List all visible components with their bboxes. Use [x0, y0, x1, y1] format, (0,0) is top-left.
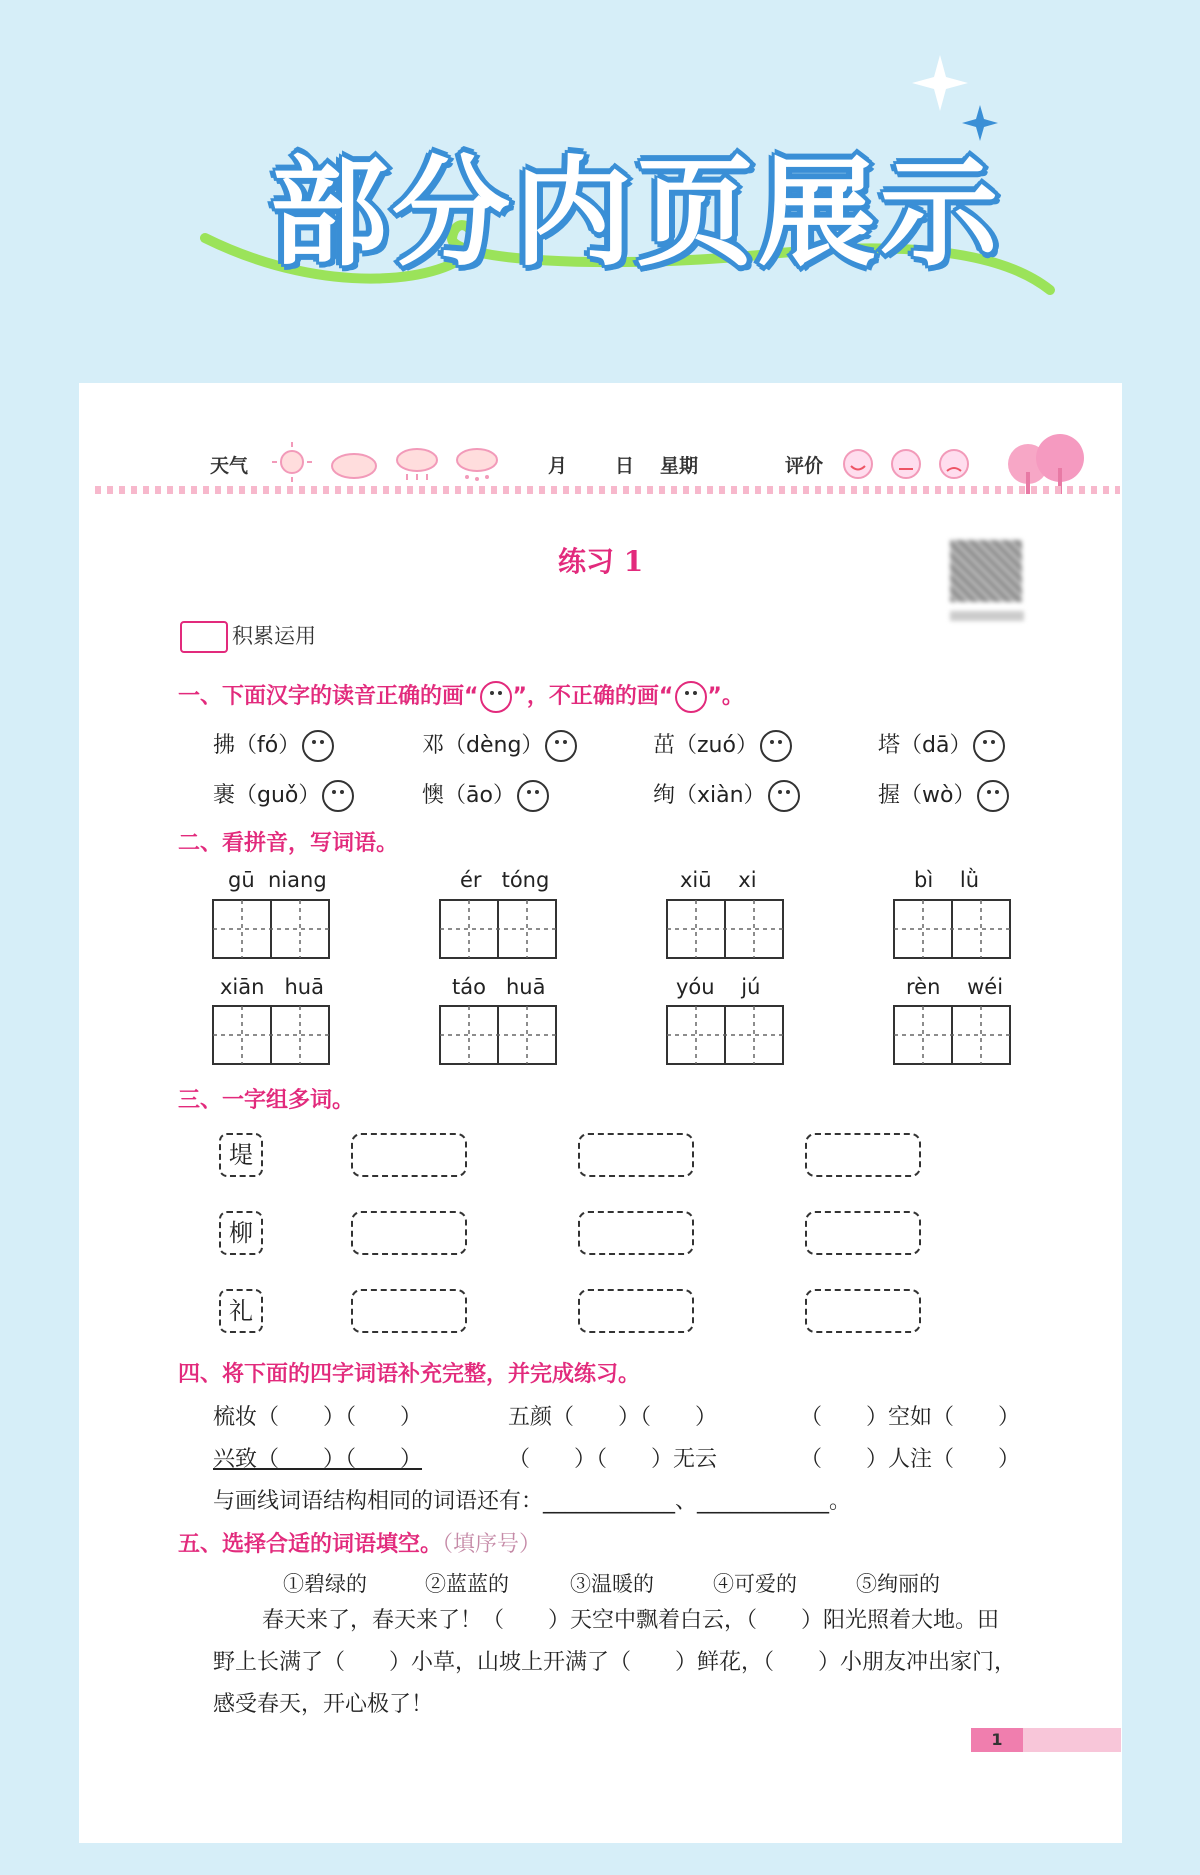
qr-code[interactable]: [950, 540, 1022, 602]
option-item: ②蓝蓝的: [425, 1572, 509, 1596]
pinyin: [220, 975, 324, 999]
q1-item: [213, 778, 354, 812]
idiom-blank[interactable]: （ ）（ ）无云: [508, 1447, 718, 1472]
q1-item-text: 绚（xiàn）: [653, 783, 766, 808]
q1-item: [878, 778, 1009, 812]
q3-title: 三、一字组多词。: [178, 1088, 355, 1113]
idiom-blank[interactable]: （ ）人注（ ）: [800, 1447, 1021, 1472]
q5-line: 春天来了，春天来了！（ ）天空中飘着白云，（ ）阳光照着大地。田: [262, 1608, 1000, 1633]
pinyin: [680, 868, 757, 892]
frown-face-icon: [675, 681, 707, 713]
rating-faces: [840, 446, 980, 482]
answer-face-icon[interactable]: [768, 780, 800, 812]
word-answer-box[interactable]: [578, 1289, 694, 1333]
pinyin: [906, 975, 1003, 999]
section-tag: [180, 620, 316, 653]
page-number: 1: [971, 1728, 1023, 1752]
char-box: 礼: [219, 1289, 263, 1333]
pinyin-syllable: rèn: [906, 975, 941, 999]
pinyin: [228, 868, 327, 892]
word-answer-box[interactable]: [805, 1289, 921, 1333]
answer-face-icon[interactable]: [977, 780, 1009, 812]
day-label: 日: [615, 455, 635, 477]
pinyin-syllable: huā: [284, 975, 324, 999]
answer-face-icon[interactable]: [973, 730, 1005, 762]
pinyin-syllable: niang: [268, 868, 327, 892]
word-answer-box[interactable]: [351, 1133, 467, 1177]
pinyin-syllable: gū: [228, 868, 255, 892]
idiom-blank[interactable]: 五颜（ ）（ ）: [508, 1405, 718, 1430]
answer-face-icon[interactable]: [760, 730, 792, 762]
weather-icons: [272, 440, 502, 486]
q1-item-text: 拂（fó）: [213, 733, 301, 758]
q1-item: [653, 778, 800, 812]
q1-item: [422, 728, 577, 762]
rating-label: 评价: [785, 455, 824, 477]
q1-item-text: 邓（dèng）: [422, 733, 544, 758]
pinyin: [452, 975, 545, 999]
pinyin-syllable: tóng: [501, 868, 550, 892]
q1-item: [213, 728, 334, 762]
q5-line: 野上长满了（ ）小草，山坡上开满了（ ）鲜花，（ ）小朋友冲出家门，: [213, 1650, 1017, 1675]
word-answer-box[interactable]: [578, 1133, 694, 1177]
answer-face-icon[interactable]: [302, 730, 334, 762]
pinyin-syllable: xiū: [680, 868, 712, 892]
answer-face-icon[interactable]: [545, 730, 577, 762]
q2-title: 二、看拼音，写词语。: [178, 831, 399, 856]
option-item: ③温暖的: [570, 1572, 654, 1596]
q1-title: [178, 679, 744, 713]
weather-label: 天气: [210, 455, 249, 477]
option-item: ⑤绚丽的: [856, 1572, 940, 1596]
pinyin-syllable: táo: [452, 975, 486, 999]
pinyin: [914, 868, 979, 892]
header-divider: [95, 486, 1120, 494]
char-box: 堤: [219, 1133, 263, 1177]
idiom-blank[interactable]: 梳妆（ ）（ ）: [213, 1405, 423, 1430]
pinyin-syllable: ér: [460, 868, 482, 892]
q1-title-mid: ”，不正确的画“: [512, 684, 674, 709]
pinyin: [460, 868, 549, 892]
month-label: 月: [548, 455, 568, 477]
answer-face-icon[interactable]: [517, 780, 549, 812]
idiom-blank-underlined[interactable]: 兴致（ ）（ ）: [213, 1447, 423, 1472]
sad-face-icon: [940, 450, 968, 478]
neutral-face-icon: [892, 450, 920, 478]
idiom-blank[interactable]: （ ）空如（ ）: [800, 1405, 1021, 1430]
word-answer-box[interactable]: [805, 1133, 921, 1177]
q1-title-pre: 一、下面汉字的读音正确的画“: [178, 684, 479, 709]
char-box: 柳: [219, 1211, 263, 1255]
q5-title: [178, 1527, 541, 1558]
book-icon: [180, 621, 228, 653]
q1-item-text: 茁（zuó）: [653, 733, 758, 758]
banner-title: 部分内页展示: [270, 144, 1003, 282]
pinyin-syllable: bì: [914, 868, 934, 892]
pinyin-syllable: lǜ: [959, 868, 980, 892]
word-answer-box[interactable]: [351, 1211, 467, 1255]
pinyin-syllable: xi: [738, 868, 757, 892]
q1-item-text: 塔（dā）: [878, 733, 972, 758]
pinyin: [676, 975, 760, 999]
section-tag-label: 积累运用: [232, 624, 316, 648]
sun-icon: [272, 442, 312, 482]
q1-item: [653, 728, 792, 762]
answer-face-icon[interactable]: [322, 780, 354, 812]
pinyin-syllable: wéi: [967, 975, 1004, 999]
pinyin-syllable: huā: [505, 975, 546, 999]
q1-item: [422, 778, 549, 812]
rain-icon: [397, 449, 437, 480]
q1-item-text: 握（wò）: [878, 783, 976, 808]
word-answer-box[interactable]: [805, 1211, 921, 1255]
pinyin-syllable: xiān: [220, 975, 265, 999]
word-answer-box[interactable]: [578, 1211, 694, 1255]
word-answer-box[interactable]: [351, 1289, 467, 1333]
q1-title-end: ”。: [707, 684, 744, 709]
option-item: ①碧绿的: [283, 1572, 367, 1596]
pinyin-syllable: yóu: [676, 975, 715, 999]
happy-face-icon: [844, 450, 872, 478]
q1-item: [878, 728, 1005, 762]
option-item: ④可爱的: [713, 1572, 797, 1596]
cloud-icon: [332, 454, 376, 478]
q5-line: 感受春天，开心极了！: [213, 1692, 434, 1717]
qr-caption: [950, 611, 1024, 621]
pinyin-syllable: jú: [741, 975, 761, 999]
exercise-title: 练习 1: [558, 545, 644, 578]
q5-title-text: 五、选择合适的词语填空。: [178, 1532, 443, 1557]
week-label: 星期: [660, 455, 699, 477]
q1-item-text: 裹（guǒ）: [213, 783, 321, 808]
q5-title-note: （填序号）: [442, 1532, 542, 1557]
smile-face-icon: [480, 681, 512, 713]
q1-item-text: 懊（āo）: [422, 783, 515, 808]
snow-icon: [457, 449, 497, 481]
q4-title: 四、将下面的四字词语补充完整，并完成练习。: [178, 1362, 641, 1387]
banner: [0, 0, 1200, 330]
q4-followup[interactable]: 与画线词语结构相同的词语还有：____________、____________。: [213, 1489, 852, 1514]
